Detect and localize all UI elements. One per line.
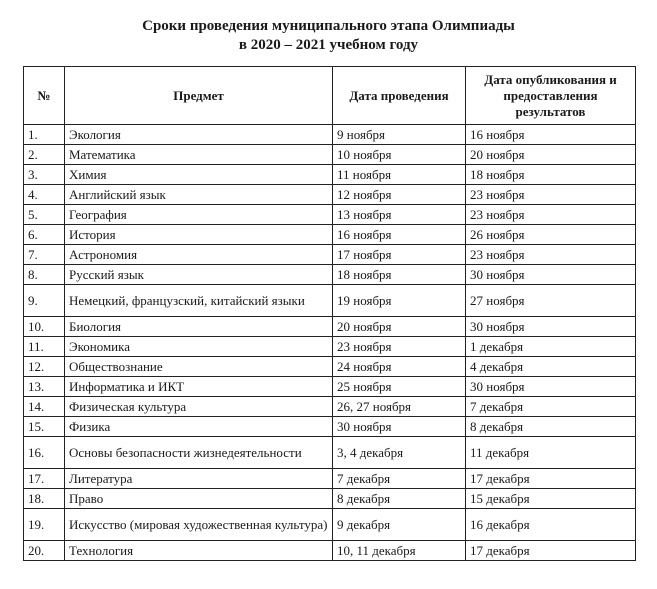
row-subject: История: [65, 225, 333, 245]
row-date: 3, 4 декабря: [333, 437, 466, 469]
row-subject: Физика: [65, 417, 333, 437]
table-row: [24, 265, 636, 285]
row-subject: Экология: [65, 125, 333, 145]
row-date: 10, 11 декабря: [333, 541, 466, 561]
table-row: [24, 225, 636, 245]
row-date: 30 ноября: [333, 417, 466, 437]
table-row: [24, 285, 636, 317]
row-subject: Химия: [65, 165, 333, 185]
table-row: [24, 165, 636, 185]
row-number: 1.: [24, 125, 65, 145]
row-date: 13 ноября: [333, 205, 466, 225]
row-date: 23 ноября: [333, 337, 466, 357]
table-row: [24, 185, 636, 205]
row-subject: Искусство (мировая художественная культура): [65, 509, 333, 541]
document-title: [0, 17, 657, 55]
row-number: 5.: [24, 205, 65, 225]
row-number: 17.: [24, 469, 65, 489]
header-num: №: [24, 67, 65, 125]
row-subject: Русский язык: [65, 265, 333, 285]
title-line-2: в 2020 – 2021 учебном году: [238, 37, 419, 53]
row-number: 8.: [24, 265, 65, 285]
row-number: 11.: [24, 337, 65, 357]
row-subject: Технология: [65, 541, 333, 561]
row-subject: Астрономия: [65, 245, 333, 265]
row-date: 12 ноября: [333, 185, 466, 205]
row-subject: Экономика: [65, 337, 333, 357]
row-number: 20.: [24, 541, 65, 561]
row-number: 16.: [24, 437, 65, 469]
table-row: [24, 205, 636, 225]
row-date: 26, 27 ноября: [333, 397, 466, 417]
row-number: 18.: [24, 489, 65, 509]
table-row: [24, 397, 636, 417]
row-subject: Основы безопасности жизнедеятельности: [65, 437, 333, 469]
row-results: 15 декабря: [466, 489, 636, 509]
row-results: 30 ноября: [466, 317, 636, 337]
row-number: 19.: [24, 509, 65, 541]
row-number: 10.: [24, 317, 65, 337]
row-number: 7.: [24, 245, 65, 265]
table-header-row: [24, 67, 636, 125]
table-row: [24, 245, 636, 265]
olympiad-schedule-table: [23, 66, 636, 561]
row-number: 14.: [24, 397, 65, 417]
row-results: 16 ноября: [466, 125, 636, 145]
row-subject: Английский язык: [65, 185, 333, 205]
row-results: 26 ноября: [466, 225, 636, 245]
row-subject: Право: [65, 489, 333, 509]
row-date: 8 декабря: [333, 489, 466, 509]
row-number: 13.: [24, 377, 65, 397]
row-subject: Физическая культура: [65, 397, 333, 417]
row-number: 6.: [24, 225, 65, 245]
row-results: 17 декабря: [466, 469, 636, 489]
header-results: Дата опубликования и предоставления результатов: [466, 67, 636, 125]
table-row: [24, 125, 636, 145]
row-results: 20 ноября: [466, 145, 636, 165]
row-date: 18 ноября: [333, 265, 466, 285]
table-row: [24, 337, 636, 357]
row-results: 4 декабря: [466, 357, 636, 377]
row-results: 27 ноября: [466, 285, 636, 317]
row-date: 25 ноября: [333, 377, 466, 397]
row-subject: Биология: [65, 317, 333, 337]
row-date: 10 ноября: [333, 145, 466, 165]
row-date: 17 ноября: [333, 245, 466, 265]
title-line-1: Сроки проведения муниципального этапа Олимпиады: [142, 18, 515, 34]
row-date: 7 декабря: [333, 469, 466, 489]
row-results: 7 декабря: [466, 397, 636, 417]
header-date: Дата проведения: [333, 67, 466, 125]
row-results: 30 ноября: [466, 377, 636, 397]
table-body: [24, 125, 636, 561]
row-results: 1 декабря: [466, 337, 636, 357]
row-results: 23 ноября: [466, 185, 636, 205]
row-results: 8 декабря: [466, 417, 636, 437]
row-date: 9 ноября: [333, 125, 466, 145]
table-row: [24, 357, 636, 377]
row-results: 16 декабря: [466, 509, 636, 541]
row-number: 9.: [24, 285, 65, 317]
row-results: 17 декабря: [466, 541, 636, 561]
row-subject: Математика: [65, 145, 333, 165]
row-number: 2.: [24, 145, 65, 165]
row-date: 24 ноября: [333, 357, 466, 377]
table-row: [24, 377, 636, 397]
table-row: [24, 541, 636, 561]
row-subject: Информатика и ИКТ: [65, 377, 333, 397]
row-date: 11 ноября: [333, 165, 466, 185]
row-date: 19 ноября: [333, 285, 466, 317]
row-number: 12.: [24, 357, 65, 377]
row-date: 20 ноября: [333, 317, 466, 337]
row-results: 23 ноября: [466, 245, 636, 265]
row-subject: Обществознание: [65, 357, 333, 377]
table-row: [24, 509, 636, 541]
row-date: 16 ноября: [333, 225, 466, 245]
row-number: 3.: [24, 165, 65, 185]
row-results: 30 ноября: [466, 265, 636, 285]
row-subject: Литература: [65, 469, 333, 489]
row-subject: Немецкий, французский, китайский языки: [65, 285, 333, 317]
table-row: [24, 417, 636, 437]
row-date: 9 декабря: [333, 509, 466, 541]
row-subject: География: [65, 205, 333, 225]
table-row: [24, 145, 636, 165]
table-row: [24, 489, 636, 509]
row-results: 23 ноября: [466, 205, 636, 225]
table-row: [24, 469, 636, 489]
row-number: 15.: [24, 417, 65, 437]
header-subject: Предмет: [65, 67, 333, 125]
table-row: [24, 437, 636, 469]
row-results: 11 декабря: [466, 437, 636, 469]
row-results: 18 ноября: [466, 165, 636, 185]
row-number: 4.: [24, 185, 65, 205]
table-row: [24, 317, 636, 337]
